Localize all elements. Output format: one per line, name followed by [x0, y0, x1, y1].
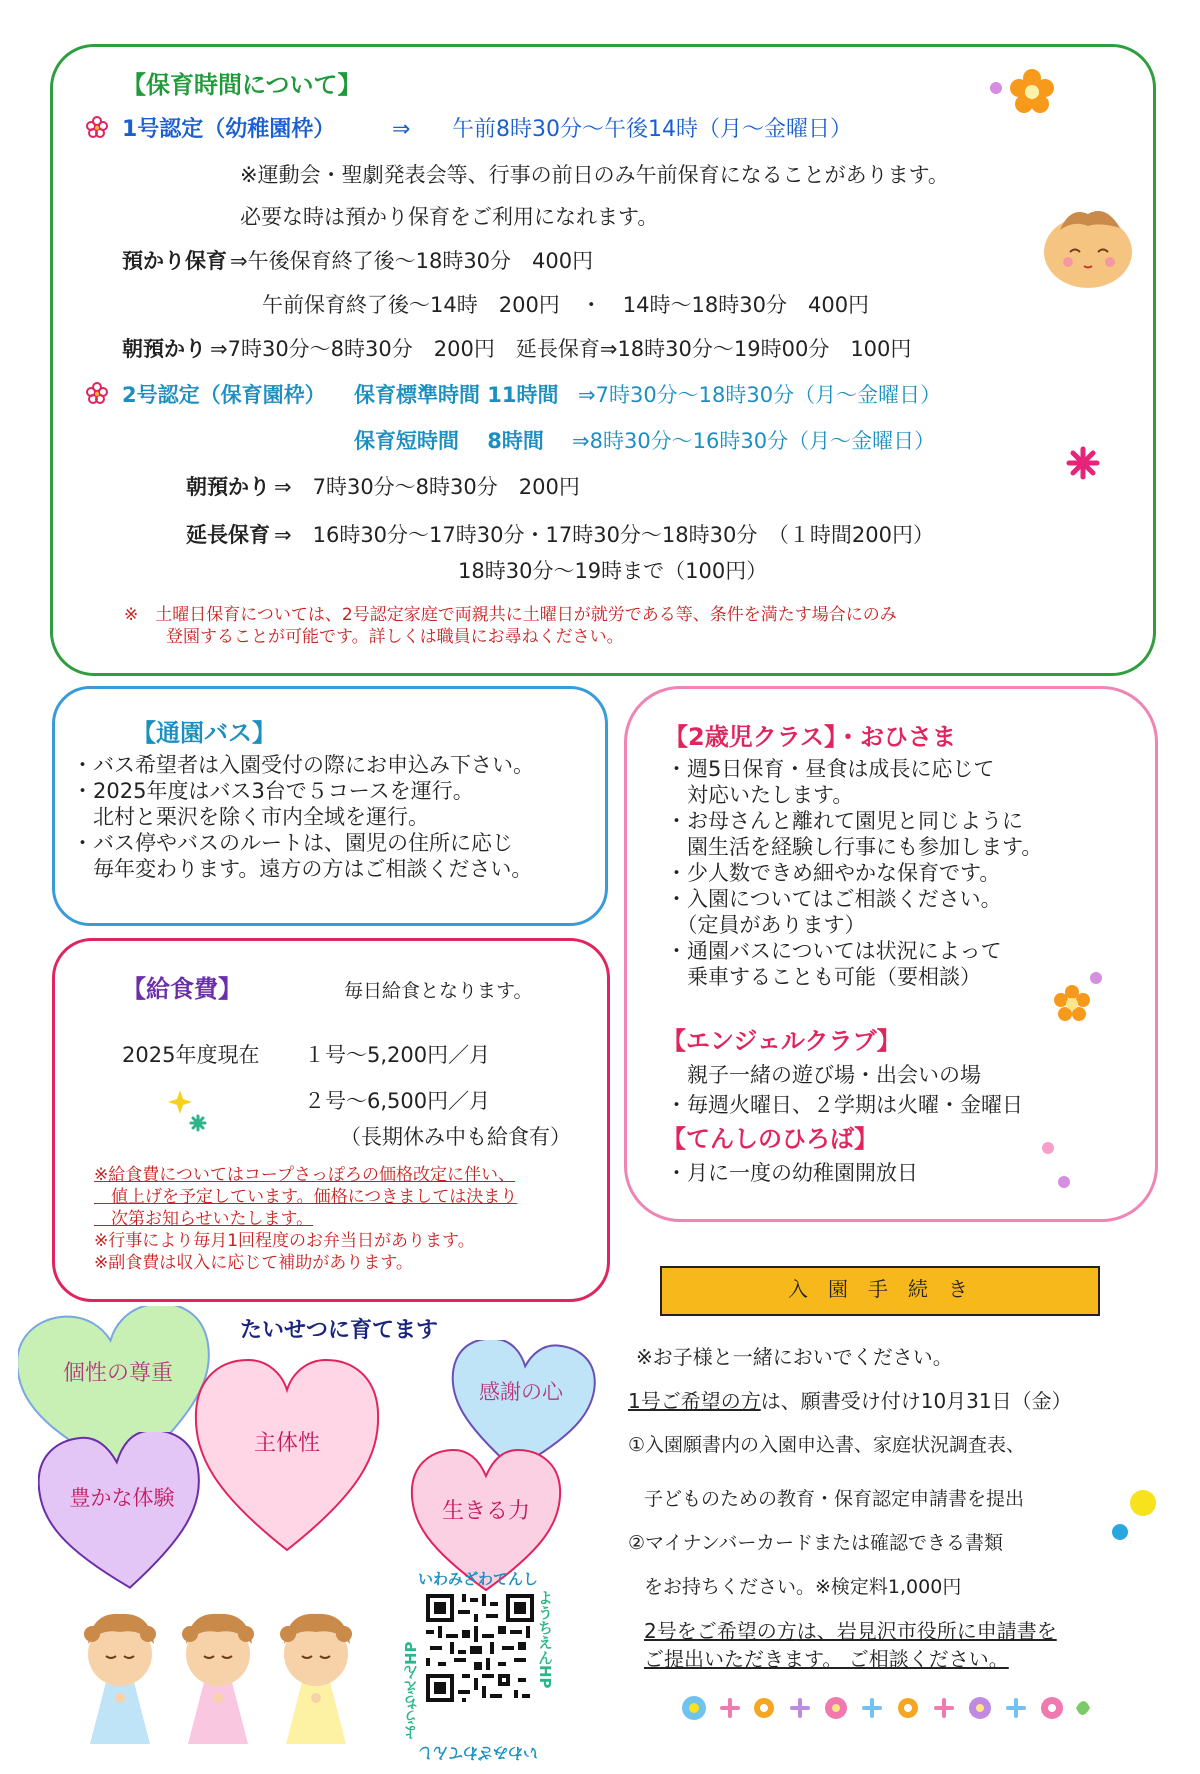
lunch-title: 【給食費】: [122, 975, 242, 1003]
heart-label: 感謝の心: [479, 1380, 563, 1404]
bus-line: ・バス停やバスのルートは、園児の住所に応じ: [72, 831, 513, 855]
cert2-short-label: 保育短時間 8時間: [354, 429, 544, 453]
angel-club-title: 【エンジェルクラブ】: [662, 1027, 901, 1055]
heart-initiative: [192, 1356, 382, 1556]
enroll-title: 入 園 手 続 き: [788, 1277, 968, 1301]
lunch-note: ※給食費についてはコープさっぽろの価格改定に伴い、: [94, 1165, 516, 1185]
bus-lines: [72, 752, 534, 882]
enroll-line6: をお持ちください。※検定料1,000円: [644, 1576, 962, 1598]
cert1-arrow: ⇒: [392, 117, 411, 142]
bus-line: ・バス希望者は入園受付の際にお申込み下さい。: [72, 753, 534, 777]
asa2-text: ⇒ 7時30分～8時30分 200円: [274, 475, 580, 499]
dot-icon: [1058, 1176, 1070, 1188]
angel-child-icon: [70, 1598, 170, 1748]
lunch-note: ※副食費は収入に応じて補助があります。: [94, 1253, 413, 1273]
cert1-time: 午前8時30分～午後14時（月～金曜日）: [452, 117, 852, 142]
lunch-year: 2025年度現在: [122, 1043, 260, 1067]
heart-label: 生きる力: [441, 1499, 530, 1524]
class2-line: 乗車することも可能（要相談）: [666, 965, 981, 989]
enroll-line1: ※お子様と一緒においでください。: [636, 1345, 953, 1369]
flower-icon: [1008, 68, 1056, 116]
bus-title: 【通園バス】: [132, 719, 276, 747]
lunch-note: 値上げを予定しています。価格につきましては決まり: [94, 1187, 518, 1207]
lunch-notes: [94, 1164, 517, 1274]
flower-icon: [86, 116, 108, 138]
azukari-line2: 午前保育終了後～14時 200円 ・ 14時～18時30分 400円: [262, 293, 870, 317]
flower-icon: [1052, 984, 1092, 1024]
dot-icon: [1112, 1524, 1128, 1540]
class2-line: （定員があります）: [666, 913, 866, 937]
saturday-note1: ※ 土曜日保育については、2号認定家庭で両親共に土曜日が就労である等、条件を満たす場合にのみ: [124, 605, 897, 625]
flower-icon: [86, 382, 108, 404]
encho-text2: 18時30分～19時まで（100円）: [458, 559, 768, 583]
cert2-label: 2号認定（保育園枠）: [122, 383, 326, 407]
asterisk-icon: [1066, 446, 1100, 480]
angel-child-icon: [266, 1598, 366, 1748]
enroll-line2-ul: 1号ご希望の方: [628, 1389, 761, 1413]
enroll-line4: 子どものための教育・保育認定申請書を提出: [644, 1488, 1025, 1510]
heart-rich-experience: [38, 1432, 206, 1592]
angel-face-icon: [1040, 200, 1136, 290]
class2-title: 【2歳児クラス】・おひさま: [664, 723, 956, 751]
angel-child-icon: [168, 1598, 268, 1748]
hours-note1: ※運動会・聖劇発表会等、行事の前日のみ午前保育になることがあります。: [240, 163, 949, 187]
azukari-label: 預かり保育: [122, 249, 227, 273]
class2-line: 対応いたします。: [666, 783, 854, 807]
dot-icon: [1042, 1142, 1054, 1154]
cert1-label: 1号認定（幼稚園枠）: [122, 117, 336, 142]
values-title: たいせつに育てます: [240, 1318, 439, 1343]
qr-label-right: ようちえんHP: [536, 1590, 554, 1689]
asa-text: ⇒7時30分～8時30分 200円 延長保育⇒18時30分～19時00分 100円: [210, 337, 912, 361]
enroll-line7-rest: は、岩見沢市役所に申請書を: [796, 1619, 1057, 1643]
dot-icon: [990, 82, 1002, 94]
bus-line: 毎年変わります。遠方の方はご相談ください。: [72, 857, 533, 881]
class2-line: ・週5日保育・昼食は成長に応じて: [666, 757, 995, 781]
encho-label: 延長保育: [186, 523, 270, 547]
flower-garland: [680, 1686, 1090, 1732]
cert2-short-time: ⇒8時30分～16時30分（月～金曜日）: [572, 429, 936, 453]
hours-note2: 必要な時は預かり保育をご利用になれます。: [240, 205, 659, 229]
qr-label-bottom: いわみざわてんし: [418, 1744, 539, 1762]
bus-line: 北村と栗沢を除く市内全域を運行。: [72, 805, 429, 829]
class2-line: 園生活を経験し行事にも参加します。: [666, 835, 1043, 859]
encho-text: ⇒ 16時30分～17時30分・17時30分～18時30分 （１時間200円）: [274, 523, 934, 547]
enroll-line5: ②マイナンバーカードまたは確認できる書類: [628, 1532, 1003, 1554]
qr-label-left: ようちえんHP: [402, 1641, 420, 1740]
asa-label: 朝預かり: [122, 337, 206, 361]
lunch-note: 次第お知らせいたします。: [94, 1209, 314, 1229]
heart-label: 豊かな体験: [69, 1486, 175, 1510]
enroll-line2-rest: は、願書受け付け10月31日（金）: [760, 1389, 1072, 1413]
lunch-note: ※行事により毎月1回程度のお弁当日があります。: [94, 1231, 475, 1251]
hiroba-line: ・月に一度の幼稚園開放日: [666, 1161, 918, 1185]
dot-icon: [1130, 1490, 1156, 1516]
qr-label-top: いわみざわてんし: [418, 1570, 539, 1588]
lunch-fee-note: （長期休み中も給食有）: [340, 1125, 571, 1149]
enroll-line7-ul: 2号をご希望の方: [644, 1619, 797, 1643]
azukari-line1: ⇒午後保育終了後～18時30分 400円: [230, 249, 594, 273]
enroll-line8: ご提出いただきます。 ご相談ください。: [644, 1647, 1009, 1671]
hours-title: 【保育時間について】: [122, 71, 362, 99]
qr-code[interactable]: [426, 1594, 534, 1702]
heart-label: 個性の尊重: [62, 1361, 173, 1386]
dot-icon: [1090, 972, 1102, 984]
class2-line: ・通園バスについては状況によって: [666, 939, 1002, 963]
asa2-label: 朝預かり: [186, 475, 270, 499]
class2-line: ・お母さんと離れて園児と同じように: [666, 809, 1023, 833]
sparkle-icon: [168, 1088, 212, 1132]
class2-line: ・少人数できめ細やかな保育です。: [666, 861, 1001, 885]
class2-line: ・入園についてはご相談ください。: [666, 887, 1002, 911]
cert2-std-time: ⇒7時30分～18時30分（月～金曜日）: [578, 383, 942, 407]
saturday-note2: 登園することが可能です。詳しくは職員にお尋ねください。: [166, 627, 624, 647]
enroll-line2: [628, 1388, 1072, 1414]
lunch-subtitle: 毎日給食となります。: [344, 980, 533, 1002]
bus-line: ・2025年度はバス3台で５コースを運行。: [72, 779, 474, 803]
enroll-line3: ①入園願書内の入園申込書、家庭状況調査表、: [628, 1434, 1026, 1456]
heart-label: 主体性: [253, 1431, 320, 1456]
angel-line: 親子一緒の遊び場・出会いの場: [666, 1063, 981, 1087]
lunch-fee1: １号～5,200円／月: [304, 1043, 491, 1067]
hiroba-title: 【てんしのひろば】: [662, 1125, 878, 1153]
angel-line: ・毎週火曜日、２学期は火曜・金曜日: [666, 1093, 1023, 1117]
enroll-line7: [644, 1618, 1057, 1644]
class2-lines: [666, 756, 1042, 990]
lunch-fee2: ２号～6,500円／月: [304, 1089, 491, 1113]
cert2-std-label: 保育標準時間 11時間: [354, 383, 559, 407]
